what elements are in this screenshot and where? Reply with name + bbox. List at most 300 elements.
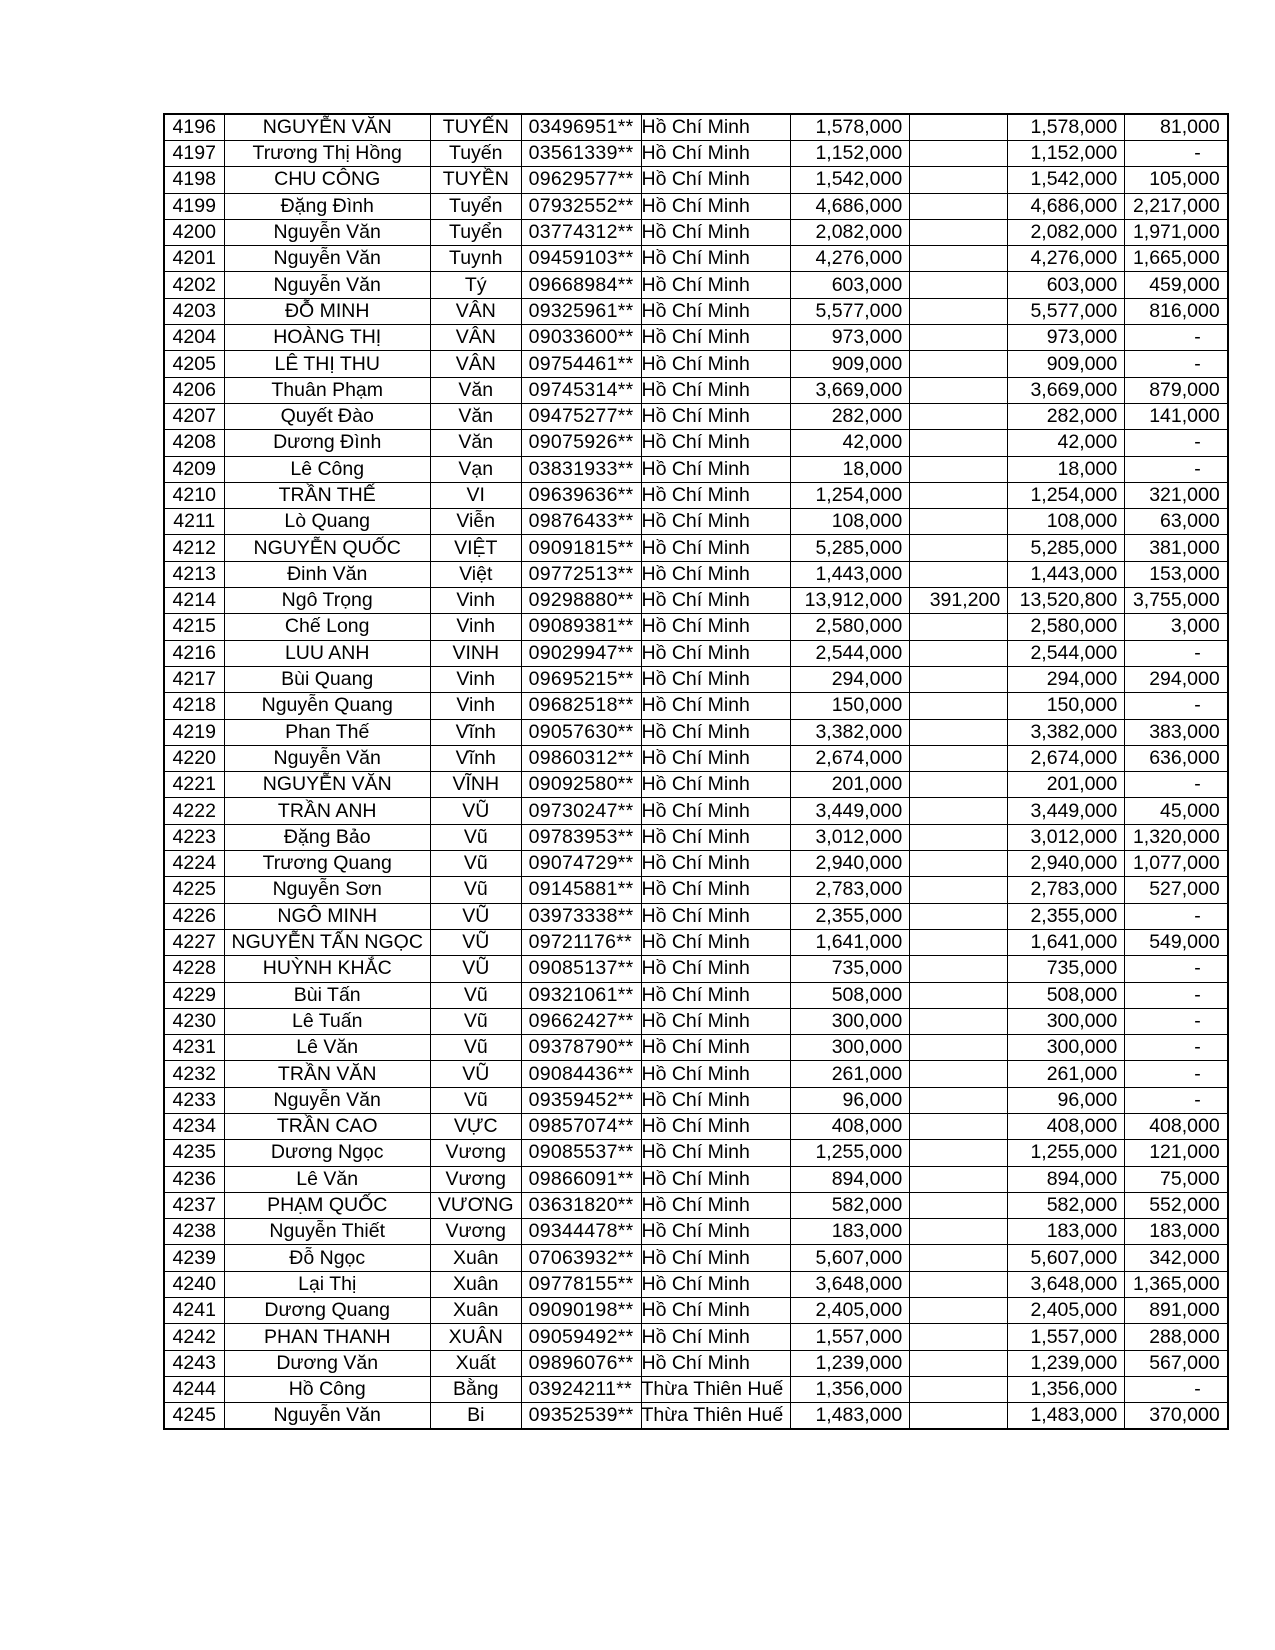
row-number-cell: 4202: [164, 272, 224, 298]
last-name-cell: HUỲNH KHẮC: [224, 956, 430, 982]
table-row: [164, 851, 1228, 877]
province-cell: Hồ Chí Minh: [641, 114, 791, 141]
net-amount-cell: 1,557,000: [1008, 1324, 1125, 1350]
net-amount-cell: 4,276,000: [1008, 246, 1125, 272]
row-number-cell: 4210: [164, 482, 224, 508]
last-name-cell: Bùi Quang: [224, 666, 430, 692]
balance-cell: 891,000: [1125, 1298, 1228, 1324]
deduction-cell: [910, 430, 1008, 456]
phone-cell: 09378790**: [521, 1035, 641, 1061]
phone-cell: 09778155**: [521, 1271, 641, 1297]
phone-cell: 09091815**: [521, 535, 641, 561]
amount-cell: 1,557,000: [791, 1324, 910, 1350]
table-row: [164, 798, 1228, 824]
net-amount-cell: 294,000: [1008, 666, 1125, 692]
first-name-cell: Vũ: [430, 1008, 521, 1034]
phone-cell: 09084436**: [521, 1061, 641, 1087]
net-amount-cell: 2,405,000: [1008, 1298, 1125, 1324]
deduction-cell: [910, 1087, 1008, 1113]
table-row: [164, 325, 1228, 351]
net-amount-cell: 3,449,000: [1008, 798, 1125, 824]
table-row: [164, 1271, 1228, 1297]
row-number-cell: 4206: [164, 377, 224, 403]
phone-cell: 07063932**: [521, 1245, 641, 1271]
balance-cell: 105,000: [1125, 167, 1228, 193]
balance-cell: 816,000: [1125, 298, 1228, 324]
province-cell: Hồ Chí Minh: [641, 719, 791, 745]
phone-cell: 03561339**: [521, 141, 641, 167]
net-amount-cell: 3,012,000: [1008, 824, 1125, 850]
province-cell: Hồ Chí Minh: [641, 1219, 791, 1245]
last-name-cell: Đặng Bảo: [224, 824, 430, 850]
net-amount-cell: 3,382,000: [1008, 719, 1125, 745]
province-cell: Hồ Chí Minh: [641, 430, 791, 456]
balance-cell: 1,077,000: [1125, 851, 1228, 877]
balance-cell: 45,000: [1125, 798, 1228, 824]
net-amount-cell: 894,000: [1008, 1166, 1125, 1192]
last-name-cell: Đinh Văn: [224, 561, 430, 587]
balance-cell: 153,000: [1125, 561, 1228, 587]
phone-cell: 09754461**: [521, 351, 641, 377]
province-cell: Thừa Thiên Huế: [641, 1376, 791, 1402]
row-number-cell: 4226: [164, 903, 224, 929]
table-row: [164, 1298, 1228, 1324]
balance-cell: 342,000: [1125, 1245, 1228, 1271]
balance-cell: 294,000: [1125, 666, 1228, 692]
first-name-cell: VŨ: [430, 903, 521, 929]
table-row: [164, 167, 1228, 193]
table-row: [164, 246, 1228, 272]
deduction-cell: [910, 193, 1008, 219]
net-amount-cell: 150,000: [1008, 693, 1125, 719]
deduction-cell: [910, 1035, 1008, 1061]
amount-cell: 3,382,000: [791, 719, 910, 745]
phone-cell: 09896076**: [521, 1350, 641, 1376]
first-name-cell: Vinh: [430, 666, 521, 692]
row-number-cell: 4215: [164, 614, 224, 640]
net-amount-cell: 3,648,000: [1008, 1271, 1125, 1297]
row-number-cell: 4245: [164, 1403, 224, 1430]
balance-cell: 459,000: [1125, 272, 1228, 298]
phone-cell: 09085137**: [521, 956, 641, 982]
balance-cell: 527,000: [1125, 877, 1228, 903]
last-name-cell: Bùi Tấn: [224, 982, 430, 1008]
phone-cell: 09668984**: [521, 272, 641, 298]
balance-cell: 81,000: [1125, 114, 1228, 141]
balance-cell: 183,000: [1125, 1219, 1228, 1245]
phone-cell: 09475277**: [521, 403, 641, 429]
balance-cell: -: [1125, 956, 1228, 982]
row-number-cell: 4222: [164, 798, 224, 824]
province-cell: Hồ Chí Minh: [641, 1035, 791, 1061]
deduction-cell: [910, 482, 1008, 508]
row-number-cell: 4235: [164, 1140, 224, 1166]
amount-cell: 108,000: [791, 509, 910, 535]
deduction-cell: [910, 325, 1008, 351]
balance-cell: -: [1125, 325, 1228, 351]
last-name-cell: Đỗ Ngọc: [224, 1245, 430, 1271]
balance-cell: 121,000: [1125, 1140, 1228, 1166]
row-number-cell: 4238: [164, 1219, 224, 1245]
balance-cell: 381,000: [1125, 535, 1228, 561]
province-cell: Hồ Chí Minh: [641, 167, 791, 193]
deduction-cell: [910, 403, 1008, 429]
deduction-cell: [910, 114, 1008, 141]
deduction-cell: [910, 1245, 1008, 1271]
first-name-cell: VÂN: [430, 351, 521, 377]
table-row: [164, 956, 1228, 982]
first-name-cell: Vũ: [430, 1087, 521, 1113]
deduction-cell: [910, 1324, 1008, 1350]
first-name-cell: VÂN: [430, 298, 521, 324]
first-name-cell: Viễn: [430, 509, 521, 535]
row-number-cell: 4208: [164, 430, 224, 456]
last-name-cell: Hồ Công: [224, 1376, 430, 1402]
first-name-cell: VŨ: [430, 929, 521, 955]
province-cell: Hồ Chí Minh: [641, 325, 791, 351]
deduction-cell: [910, 929, 1008, 955]
net-amount-cell: 42,000: [1008, 430, 1125, 456]
table-row: [164, 1087, 1228, 1113]
phone-cell: 09866091**: [521, 1166, 641, 1192]
province-cell: Hồ Chí Minh: [641, 272, 791, 298]
row-number-cell: 4241: [164, 1298, 224, 1324]
phone-cell: 03831933**: [521, 456, 641, 482]
phone-cell: 09682518**: [521, 693, 641, 719]
table-row: [164, 745, 1228, 771]
net-amount-cell: 1,152,000: [1008, 141, 1125, 167]
table-row: [164, 403, 1228, 429]
deduction-cell: [910, 1403, 1008, 1430]
balance-cell: 549,000: [1125, 929, 1228, 955]
row-number-cell: 4239: [164, 1245, 224, 1271]
first-name-cell: Xuân: [430, 1245, 521, 1271]
net-amount-cell: 3,669,000: [1008, 377, 1125, 403]
deduction-cell: [910, 1376, 1008, 1402]
phone-cell: 09059492**: [521, 1324, 641, 1350]
province-cell: Hồ Chí Minh: [641, 982, 791, 1008]
deduction-cell: [910, 772, 1008, 798]
balance-cell: -: [1125, 1035, 1228, 1061]
last-name-cell: TRẦN ANH: [224, 798, 430, 824]
net-amount-cell: 5,577,000: [1008, 298, 1125, 324]
deduction-cell: [910, 666, 1008, 692]
balance-cell: -: [1125, 640, 1228, 666]
last-name-cell: Nguyễn Quang: [224, 693, 430, 719]
last-name-cell: PHAN THANH: [224, 1324, 430, 1350]
balance-cell: 383,000: [1125, 719, 1228, 745]
province-cell: Thừa Thiên Huế: [641, 1403, 791, 1430]
province-cell: Hồ Chí Minh: [641, 666, 791, 692]
amount-cell: 909,000: [791, 351, 910, 377]
province-cell: Hồ Chí Minh: [641, 509, 791, 535]
deduction-cell: [910, 1166, 1008, 1192]
phone-cell: 09075926**: [521, 430, 641, 456]
deduction-cell: [910, 561, 1008, 587]
balance-cell: 1,365,000: [1125, 1271, 1228, 1297]
balance-cell: -: [1125, 903, 1228, 929]
balance-cell: -: [1125, 693, 1228, 719]
phone-cell: 09325961**: [521, 298, 641, 324]
deduction-cell: [910, 167, 1008, 193]
first-name-cell: Xuất: [430, 1350, 521, 1376]
net-amount-cell: 18,000: [1008, 456, 1125, 482]
table-row: [164, 219, 1228, 245]
balance-cell: 63,000: [1125, 509, 1228, 535]
deduction-cell: [910, 824, 1008, 850]
row-number-cell: 4242: [164, 1324, 224, 1350]
last-name-cell: Dương Đình: [224, 430, 430, 456]
last-name-cell: LUU ANH: [224, 640, 430, 666]
last-name-cell: Nguyễn Văn: [224, 219, 430, 245]
first-name-cell: Bi: [430, 1403, 521, 1430]
amount-cell: 1,542,000: [791, 167, 910, 193]
table-row: [164, 929, 1228, 955]
row-number-cell: 4216: [164, 640, 224, 666]
row-number-cell: 4244: [164, 1376, 224, 1402]
balance-cell: 2,217,000: [1125, 193, 1228, 219]
row-number-cell: 4221: [164, 772, 224, 798]
table-row: [164, 535, 1228, 561]
table-row: [164, 666, 1228, 692]
first-name-cell: Vương: [430, 1219, 521, 1245]
first-name-cell: VŨ: [430, 956, 521, 982]
amount-cell: 894,000: [791, 1166, 910, 1192]
amount-cell: 603,000: [791, 272, 910, 298]
balance-cell: 288,000: [1125, 1324, 1228, 1350]
balance-cell: 1,665,000: [1125, 246, 1228, 272]
first-name-cell: Vũ: [430, 982, 521, 1008]
net-amount-cell: 300,000: [1008, 1008, 1125, 1034]
net-amount-cell: 300,000: [1008, 1035, 1125, 1061]
first-name-cell: VI: [430, 482, 521, 508]
phone-cell: 09629577**: [521, 167, 641, 193]
row-number-cell: 4201: [164, 246, 224, 272]
province-cell: Hồ Chí Minh: [641, 1192, 791, 1218]
amount-cell: 96,000: [791, 1087, 910, 1113]
amount-cell: 1,483,000: [791, 1403, 910, 1430]
phone-cell: 09639636**: [521, 482, 641, 508]
last-name-cell: Lê Tuấn: [224, 1008, 430, 1034]
row-number-cell: 4209: [164, 456, 224, 482]
table-row: [164, 141, 1228, 167]
net-amount-cell: 408,000: [1008, 1113, 1125, 1139]
province-cell: Hồ Chí Minh: [641, 219, 791, 245]
row-number-cell: 4200: [164, 219, 224, 245]
balance-cell: -: [1125, 1376, 1228, 1402]
table-row: [164, 272, 1228, 298]
balance-cell: 552,000: [1125, 1192, 1228, 1218]
first-name-cell: Việt: [430, 561, 521, 587]
row-number-cell: 4224: [164, 851, 224, 877]
last-name-cell: ĐỖ MINH: [224, 298, 430, 324]
first-name-cell: Vinh: [430, 693, 521, 719]
first-name-cell: Văn: [430, 403, 521, 429]
net-amount-cell: 1,641,000: [1008, 929, 1125, 955]
first-name-cell: VIỆT: [430, 535, 521, 561]
province-cell: Hồ Chí Minh: [641, 377, 791, 403]
row-number-cell: 4198: [164, 167, 224, 193]
province-cell: Hồ Chí Minh: [641, 798, 791, 824]
amount-cell: 1,239,000: [791, 1350, 910, 1376]
phone-cell: 09695215**: [521, 666, 641, 692]
deduction-cell: [910, 851, 1008, 877]
phone-cell: 09057630**: [521, 719, 641, 745]
deduction-cell: [910, 456, 1008, 482]
net-amount-cell: 2,544,000: [1008, 640, 1125, 666]
row-number-cell: 4220: [164, 745, 224, 771]
row-number-cell: 4231: [164, 1035, 224, 1061]
balance-cell: 636,000: [1125, 745, 1228, 771]
balance-cell: -: [1125, 1087, 1228, 1113]
first-name-cell: Vũ: [430, 1035, 521, 1061]
table-row: [164, 430, 1228, 456]
first-name-cell: Tuyến: [430, 141, 521, 167]
net-amount-cell: 108,000: [1008, 509, 1125, 535]
amount-cell: 3,648,000: [791, 1271, 910, 1297]
province-cell: Hồ Chí Minh: [641, 851, 791, 877]
phone-cell: 07932552**: [521, 193, 641, 219]
phone-cell: 03496951**: [521, 114, 641, 141]
phone-cell: 09459103**: [521, 246, 641, 272]
amount-cell: 5,285,000: [791, 535, 910, 561]
row-number-cell: 4218: [164, 693, 224, 719]
last-name-cell: Phan Thế: [224, 719, 430, 745]
first-name-cell: Xuân: [430, 1298, 521, 1324]
last-name-cell: Trương Thị Hồng: [224, 141, 430, 167]
last-name-cell: Thuân Phạm: [224, 377, 430, 403]
table-row: [164, 351, 1228, 377]
province-cell: Hồ Chí Minh: [641, 1061, 791, 1087]
first-name-cell: Vinh: [430, 614, 521, 640]
balance-cell: 1,971,000: [1125, 219, 1228, 245]
row-number-cell: 4233: [164, 1087, 224, 1113]
table-row: [164, 377, 1228, 403]
balance-cell: 408,000: [1125, 1113, 1228, 1139]
table-row: [164, 1192, 1228, 1218]
first-name-cell: VỰC: [430, 1113, 521, 1139]
last-name-cell: Lê Công: [224, 456, 430, 482]
phone-cell: 09783953**: [521, 824, 641, 850]
table-row: [164, 1140, 1228, 1166]
balance-cell: -: [1125, 1061, 1228, 1087]
balance-cell: 3,755,000: [1125, 588, 1228, 614]
first-name-cell: Xuân: [430, 1271, 521, 1297]
amount-cell: 2,674,000: [791, 745, 910, 771]
table-row: [164, 693, 1228, 719]
province-cell: Hồ Chí Minh: [641, 1245, 791, 1271]
amount-cell: 2,544,000: [791, 640, 910, 666]
net-amount-cell: 4,686,000: [1008, 193, 1125, 219]
net-amount-cell: 1,255,000: [1008, 1140, 1125, 1166]
first-name-cell: VŨ: [430, 798, 521, 824]
table-row: [164, 1061, 1228, 1087]
province-cell: Hồ Chí Minh: [641, 929, 791, 955]
phone-cell: 09033600**: [521, 325, 641, 351]
table-row: [164, 1219, 1228, 1245]
table-row: [164, 1350, 1228, 1376]
last-name-cell: Lê Văn: [224, 1166, 430, 1192]
deduction-cell: [910, 1140, 1008, 1166]
province-cell: Hồ Chí Minh: [641, 1298, 791, 1324]
net-amount-cell: 201,000: [1008, 772, 1125, 798]
province-cell: Hồ Chí Minh: [641, 298, 791, 324]
net-amount-cell: 2,783,000: [1008, 877, 1125, 903]
last-name-cell: TRẦN VĂN: [224, 1061, 430, 1087]
deduction-cell: [910, 509, 1008, 535]
table-row: [164, 482, 1228, 508]
net-amount-cell: 96,000: [1008, 1087, 1125, 1113]
amount-cell: 2,405,000: [791, 1298, 910, 1324]
deduction-cell: [910, 219, 1008, 245]
net-amount-cell: 1,356,000: [1008, 1376, 1125, 1402]
deduction-cell: [910, 272, 1008, 298]
province-cell: Hồ Chí Minh: [641, 903, 791, 929]
deduction-cell: [910, 982, 1008, 1008]
last-name-cell: PHẠM QUỐC: [224, 1192, 430, 1218]
row-number-cell: 4223: [164, 824, 224, 850]
table-row: [164, 1324, 1228, 1350]
first-name-cell: VĨNH: [430, 772, 521, 798]
first-name-cell: VÂN: [430, 325, 521, 351]
net-amount-cell: 2,082,000: [1008, 219, 1125, 245]
phone-cell: 03774312**: [521, 219, 641, 245]
amount-cell: 4,686,000: [791, 193, 910, 219]
amount-cell: 2,580,000: [791, 614, 910, 640]
net-amount-cell: 1,239,000: [1008, 1350, 1125, 1376]
last-name-cell: NGÔ MINH: [224, 903, 430, 929]
amount-cell: 1,641,000: [791, 929, 910, 955]
first-name-cell: Vũ: [430, 877, 521, 903]
deduction-cell: [910, 903, 1008, 929]
deduction-cell: [910, 877, 1008, 903]
row-number-cell: 4228: [164, 956, 224, 982]
province-cell: Hồ Chí Minh: [641, 193, 791, 219]
net-amount-cell: 183,000: [1008, 1219, 1125, 1245]
row-number-cell: 4197: [164, 141, 224, 167]
deduction-cell: [910, 1192, 1008, 1218]
deduction-cell: [910, 1219, 1008, 1245]
deduction-cell: [910, 719, 1008, 745]
table-row: [164, 1008, 1228, 1034]
table-row: [164, 640, 1228, 666]
phone-cell: 09860312**: [521, 745, 641, 771]
province-cell: Hồ Chí Minh: [641, 1140, 791, 1166]
balance-cell: -: [1125, 982, 1228, 1008]
province-cell: Hồ Chí Minh: [641, 745, 791, 771]
phone-cell: 09876433**: [521, 509, 641, 535]
first-name-cell: XUÂN: [430, 1324, 521, 1350]
amount-cell: 735,000: [791, 956, 910, 982]
table-row: [164, 772, 1228, 798]
province-cell: Hồ Chí Minh: [641, 482, 791, 508]
amount-cell: 1,152,000: [791, 141, 910, 167]
amount-cell: 1,255,000: [791, 1140, 910, 1166]
deduction-cell: [910, 141, 1008, 167]
last-name-cell: Nguyễn Văn: [224, 1087, 430, 1113]
province-cell: Hồ Chí Minh: [641, 403, 791, 429]
net-amount-cell: 2,940,000: [1008, 851, 1125, 877]
first-name-cell: Vinh: [430, 588, 521, 614]
last-name-cell: Lại Thị: [224, 1271, 430, 1297]
amount-cell: 18,000: [791, 456, 910, 482]
province-cell: Hồ Chí Minh: [641, 1324, 791, 1350]
balance-cell: 75,000: [1125, 1166, 1228, 1192]
first-name-cell: VƯƠNG: [430, 1192, 521, 1218]
amount-cell: 2,783,000: [791, 877, 910, 903]
first-name-cell: VŨ: [430, 1061, 521, 1087]
first-name-cell: Văn: [430, 430, 521, 456]
